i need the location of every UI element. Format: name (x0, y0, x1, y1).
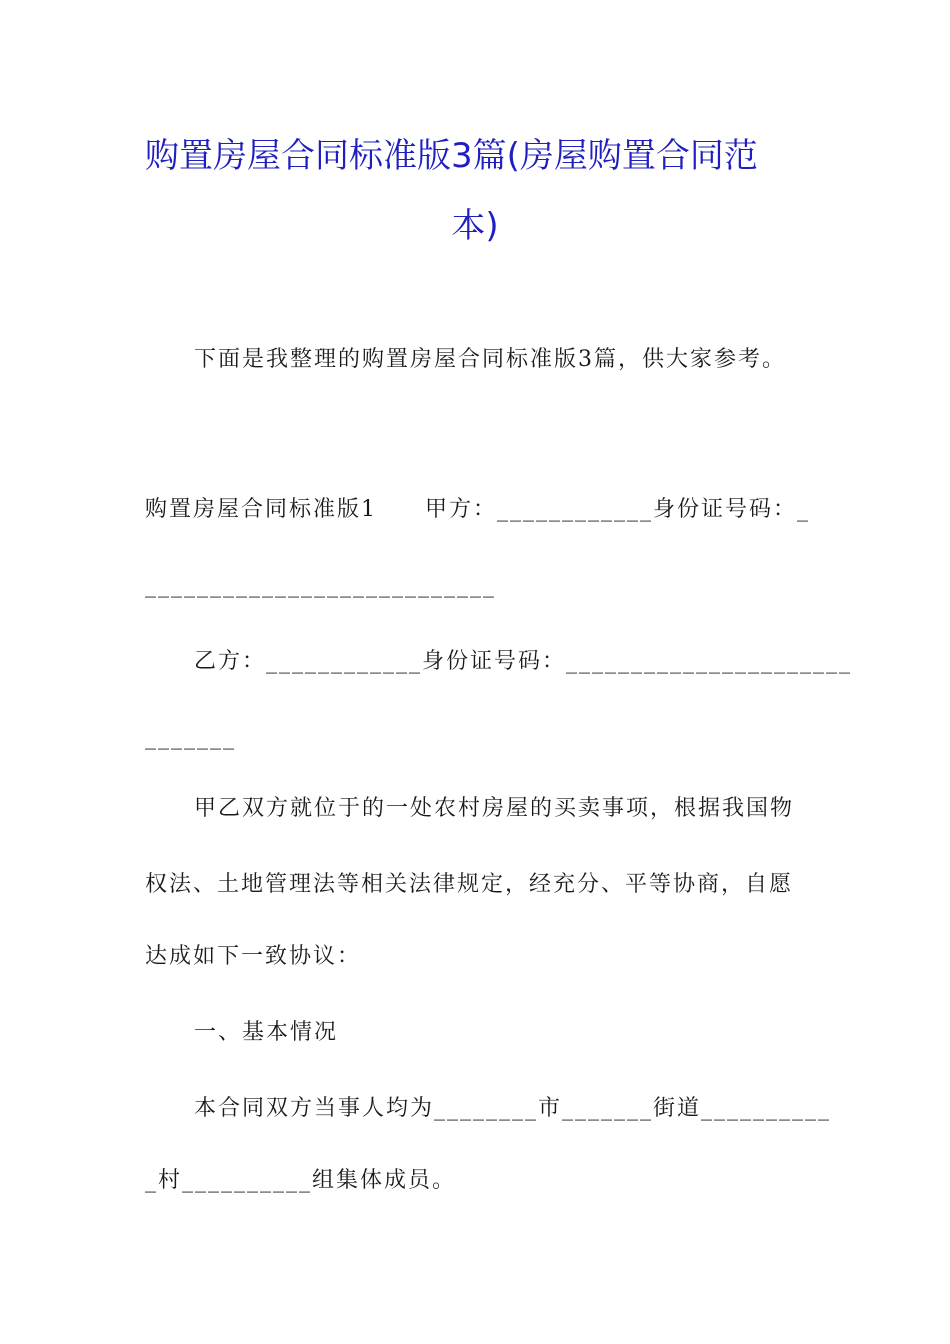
party-b-line: 乙方：____________身份证号码：______________________ (194, 649, 853, 674)
contract-heading-party-a: 购置房屋合同标准版1 甲方：____________身份证号码：_ (145, 497, 810, 522)
agreement-paragraph-line-2: 权法、土地管理法等相关法律规定，经充分、平等协商，自愿 (145, 872, 794, 897)
agreement-paragraph-line-3: 达成如下一致协议： (145, 944, 362, 969)
basic-info-line-2: _村__________组集体成员。 (145, 1168, 457, 1193)
section-heading-basic-info: 一、基本情况 (194, 1020, 339, 1045)
document-title-line-1: 购置房屋合同标准版3篇(房屋购置合同范 (145, 136, 758, 176)
intro-paragraph: 下面是我整理的购置房屋合同标准版3篇，供大家参考。 (194, 347, 786, 372)
document-title-line-2: 本) (451, 206, 499, 246)
party-b-id-continuation: _______ (145, 725, 236, 750)
basic-info-line-1: 本合同双方当事人均为________市_______街道__________ (194, 1096, 832, 1121)
party-a-id-continuation: ___________________________ (145, 573, 496, 598)
agreement-paragraph-line-1: 甲乙双方就位于的一处农村房屋的买卖事项，根据我国物 (194, 796, 795, 821)
